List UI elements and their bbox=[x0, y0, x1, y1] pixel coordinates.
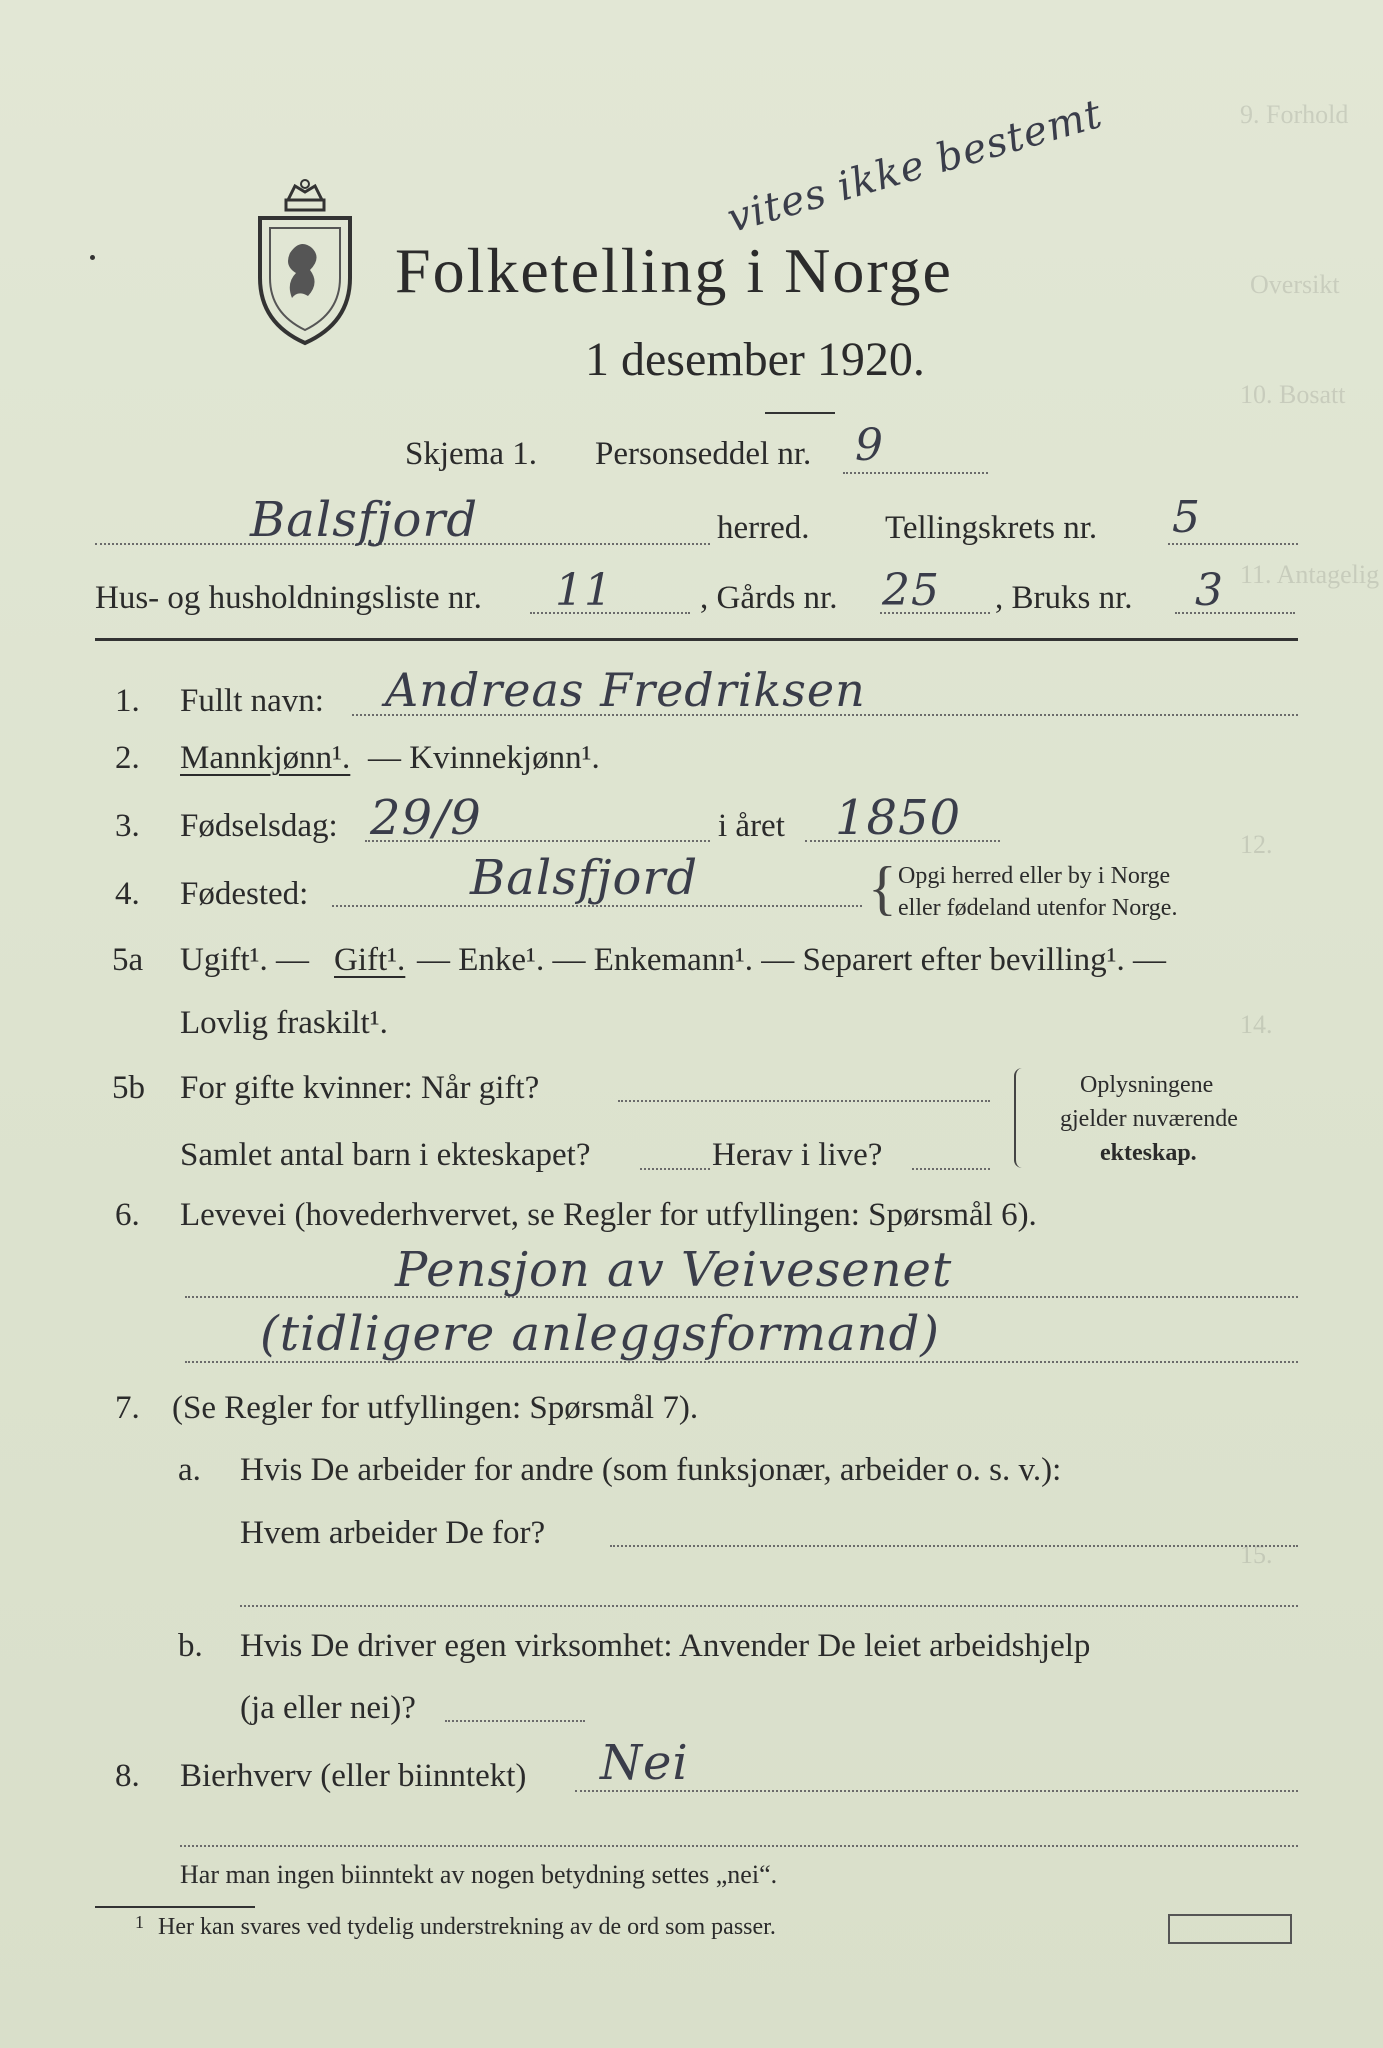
married-when-field[interactable] bbox=[618, 1100, 990, 1102]
footnote-mark: 1 bbox=[135, 1912, 144, 1932]
hus-value[interactable]: 11 bbox=[555, 565, 613, 616]
section-divider bbox=[95, 638, 1298, 641]
q5b-bracket bbox=[1014, 1068, 1024, 1168]
q7-label: (Se Regler for utfyllingen: Spørsmål 7). bbox=[172, 1390, 699, 1426]
children-alive-field[interactable] bbox=[912, 1168, 990, 1170]
title-divider bbox=[765, 412, 835, 414]
q7a-label-line2: Hvem arbeider De for? bbox=[240, 1515, 546, 1551]
q5b-number: 5b bbox=[112, 1070, 145, 1106]
coat-of-arms-icon bbox=[250, 178, 360, 348]
form-title: Folketelling i Norge bbox=[395, 235, 953, 306]
form-date: 1 desember 1920. bbox=[585, 333, 925, 386]
footer-rule bbox=[95, 1906, 255, 1908]
q6-number: 6. bbox=[115, 1197, 140, 1233]
q4-note-line1: Opgi herred eller by i Norge bbox=[898, 863, 1171, 889]
full-name-value[interactable]: Andreas Fredriksen bbox=[385, 663, 866, 717]
employer-field-line2[interactable] bbox=[240, 1605, 1298, 1607]
marital-unmarried-option[interactable]: Ugift¹. — bbox=[180, 942, 310, 978]
q6-label: Levevei (hovederhvervet, se Regler for utfyllingen: Spørsmål 6). bbox=[180, 1197, 1037, 1233]
marital-other-options[interactable]: — Enke¹. — Enkemann¹. — Separert efter bevilling¹. — bbox=[417, 942, 1167, 978]
q5a-number: 5a bbox=[112, 942, 144, 978]
q4-brace: { bbox=[868, 855, 897, 921]
children-total-field[interactable] bbox=[640, 1168, 710, 1170]
personseddel-label: Personseddel nr. bbox=[595, 436, 812, 472]
herred-label: herred. bbox=[717, 510, 810, 546]
q8-number: 8. bbox=[115, 1758, 140, 1794]
hus-label: Hus- og husholdningsliste nr. bbox=[95, 580, 482, 616]
footer-note: Har man ingen biinntekt av nogen betydning settes „nei“. bbox=[180, 1860, 778, 1889]
q5b-note-line3: ekteskap. bbox=[1100, 1140, 1197, 1166]
margin-dot bbox=[90, 255, 95, 260]
printer-stamp bbox=[1168, 1914, 1292, 1944]
q8-label: Bierhverv (eller biinntekt) bbox=[180, 1758, 527, 1794]
q7a-number: a. bbox=[178, 1452, 201, 1488]
q7-number: 7. bbox=[115, 1390, 140, 1426]
skjema-label: Skjema 1. bbox=[405, 436, 537, 472]
footnote-text: Her kan svares ved tydelig understrekning av de ord som passer. bbox=[158, 1914, 776, 1940]
handwritten-annotation: vites ikke bestemt bbox=[722, 90, 1108, 242]
census-form-page: 9. Forhold Oversikt 10. Bosatt 11. Antagelig 12. 14. 15. Folketelling i Norge vites ikke bestemt 1 desember 1920. Skjema 1. Personseddel nr. 9 Balsfjord herred. Tellingskrets nr. 5 Hus- og husholdningsliste nr. 11 , Gårds nr. 25 , Bruks nr. 3 1. Fullt navn: Andreas Fredriksen 2. Mannkjønn¹. — Kvinnekjønn¹. 3. Fødselsdag: 29/9 i året 1850 4. Fødested: Balsfjord { Opgi herred eller by i Norge eller fødeland utenfor Norge. 5a Ugift¹. — Gift¹. — Enke¹. — Enkemann¹. — Separert efter bevilling¹. — Lovlig fraskilt¹. 5b For gifte kvinner: Når gift? Samlet antal barn i ekteskapet? Herav i live? Oplysningene gjelder nuværende ekteskap. 6. Levevei (hovederhvervet, se Regler for utfyllingen: Spørsmål 6). Pensjon av Veivesenet (tidligere anleggsformand) 7. (Se Regler for utfyllingen: Spørsmål 7). a. Hvis De arbeider for andre (som funksjonær, arbeider o. s. v.): Hvem arbeider De for? b. Hvis De driver egen virksomhet: Anvender De leiet arbeidshjelp (ja eller nei)? 8. Bierhverv (eller biinntekt) Nei Har man ingen biinntekt av nogen betydning settes „nei“. 1 Her kan svares ved tydelig understrekning av de ord som passer. bbox=[0, 0, 1383, 2048]
q7b-label-line2: (ja eller nei)? bbox=[240, 1690, 416, 1726]
bruks-label: , Bruks nr. bbox=[995, 580, 1133, 616]
q2-number: 2. bbox=[115, 740, 140, 776]
birthyear-value[interactable]: 1850 bbox=[835, 790, 962, 846]
birthplace-value[interactable]: Balsfjord bbox=[470, 850, 699, 906]
birthdate-value[interactable]: 29/9 bbox=[370, 790, 482, 846]
occupation-value-line1[interactable]: Pensjon av Veivesenet bbox=[395, 1242, 953, 1298]
q4-note-line2: eller fødeland utenfor Norge. bbox=[898, 895, 1178, 921]
q3-year-label: i året bbox=[718, 808, 785, 844]
personseddel-value[interactable]: 9 bbox=[855, 420, 884, 471]
sex-male-option[interactable]: Mannkjønn¹. bbox=[180, 740, 351, 776]
tellingskrets-label: Tellingskrets nr. bbox=[885, 510, 1098, 546]
occupation-value-line2[interactable]: (tidligere anleggsformand) bbox=[260, 1306, 941, 1362]
q4-number: 4. bbox=[115, 876, 140, 912]
children-alive-label: Herav i live? bbox=[712, 1137, 883, 1173]
married-when-label: For gifte kvinner: Når gift? bbox=[180, 1070, 540, 1106]
q7b-number: b. bbox=[178, 1628, 203, 1664]
q3-label: Fødselsdag: bbox=[180, 808, 338, 844]
side-income-value[interactable]: Nei bbox=[600, 1735, 689, 1791]
bruks-value[interactable]: 3 bbox=[1195, 565, 1224, 616]
marital-married-option[interactable]: Gift¹. bbox=[334, 942, 406, 978]
tellingskrets-value[interactable]: 5 bbox=[1172, 492, 1201, 543]
q3-number: 3. bbox=[115, 808, 140, 844]
marital-divorced-option[interactable]: Lovlig fraskilt¹. bbox=[180, 1005, 388, 1041]
herred-value[interactable]: Balsfjord bbox=[250, 492, 479, 548]
employer-field[interactable] bbox=[610, 1545, 1298, 1547]
sex-female-option[interactable]: — Kvinnekjønn¹. bbox=[368, 740, 600, 776]
q7a-label: Hvis De arbeider for andre (som funksjonær, arbeider o. s. v.): bbox=[240, 1452, 1062, 1488]
gards-value[interactable]: 25 bbox=[882, 565, 940, 616]
q5b-note-line1: Oplysningene bbox=[1080, 1072, 1214, 1098]
q7b-label: Hvis De driver egen virksomhet: Anvender De leiet arbeidshjelp bbox=[240, 1628, 1091, 1664]
q1-number: 1. bbox=[115, 683, 140, 719]
q4-label: Fødested: bbox=[180, 876, 309, 912]
hired-help-field[interactable] bbox=[445, 1720, 585, 1722]
children-total-label: Samlet antal barn i ekteskapet? bbox=[180, 1137, 591, 1173]
q5b-note-line2: gjelder nuværende bbox=[1060, 1106, 1238, 1132]
q1-label: Fullt navn: bbox=[180, 683, 324, 719]
gards-label: , Gårds nr. bbox=[700, 580, 838, 616]
